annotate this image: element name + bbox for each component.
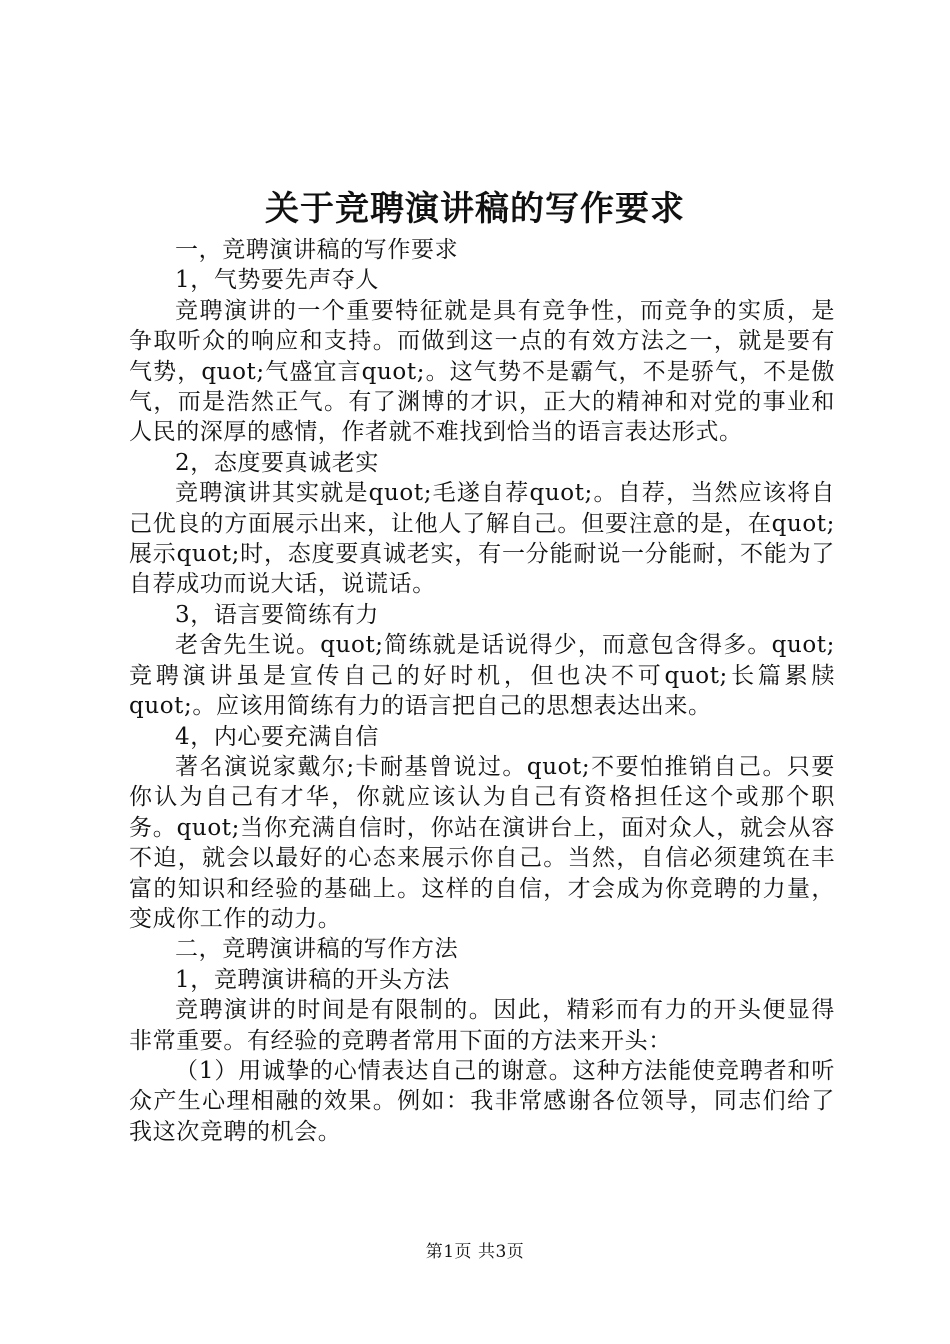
subheading-1-3: 3，语言要简练有力 (175, 601, 380, 628)
subheading-1-2: 2，态度要真诚老实 (175, 449, 380, 476)
page-number-footer: 第1页 共3页 (425, 1242, 525, 1262)
paragraph: 竞聘演讲其实就是quot;毛遂自荐quot;。自荐，当然应该将自己优良的方面展示出来，让他人了解自己。但要注意的是，在quot;展示quot;时，态度要真诚老实，有一分能耐说一分能耐，不能为了自荐成功而说大话，说谎话。 (129, 480, 835, 598)
paragraph: 著名演说家戴尔;卡耐基曾说过。quot;不要怕推销自己。只要你认为自己有才华，你就应该认为自己有资格担任这个或那个职务。quot;当你充满自信时，你站在演讲台上，面对众人，就会从容不迫，就会以最好的心态来展示你自己。当然，自信必须建筑在丰富的知识和经验的基础上。这样的自信，才会成为你竞聘的力量，变成你工作的动力。 (129, 753, 835, 932)
subheading-1-1: 1，气势要先声夺人 (175, 267, 380, 294)
document-title: 关于竞聘演讲稿的写作要求 (265, 189, 685, 229)
paragraph: （1）用诚挚的心情表达自己的谢意。这种方法能使竞聘者和听众产生心理相融的效果。例如：我非常感谢各位领导，同志们给了我这次竞聘的机会。 (129, 1057, 835, 1145)
subheading-1-4: 4，内心要充满自信 (175, 723, 380, 750)
paragraph: 竞聘演讲的一个重要特征就是具有竞争性，而竞争的实质，是争取听众的响应和支持。而做到这一点的有效方法之一，就是要有气势，quot;气盛宜言quot;。这气势不是霸气，不是骄气，不是傲气，而是浩然正气。有了渊博的才识，正大的精神和对党的事业和人民的深厚的感情，作者就不难找到恰当的语言表达形式。 (129, 297, 835, 446)
section-heading-2: 二，竞聘演讲稿的写作方法 (175, 936, 459, 963)
subheading-2-1: 1，竞聘演讲稿的开头方法 (175, 966, 450, 993)
section-heading-1: 一，竞聘演讲稿的写作要求 (175, 237, 459, 263)
document-body (129, 235, 835, 1147)
paragraph: 竞聘演讲的时间是有限制的。因此，精彩而有力的开头便显得非常重要。有经验的竞聘者常用下面的方法来开头： (129, 997, 835, 1054)
paragraph: 老舍先生说。quot;简练就是话说得少，而意包含得多。quot;竞聘演讲虽是宣传自己的好时机，但也决不可quot;长篇累牍quot;。应该用简练有力的语言把自己的思想表达出来。 (129, 632, 835, 720)
